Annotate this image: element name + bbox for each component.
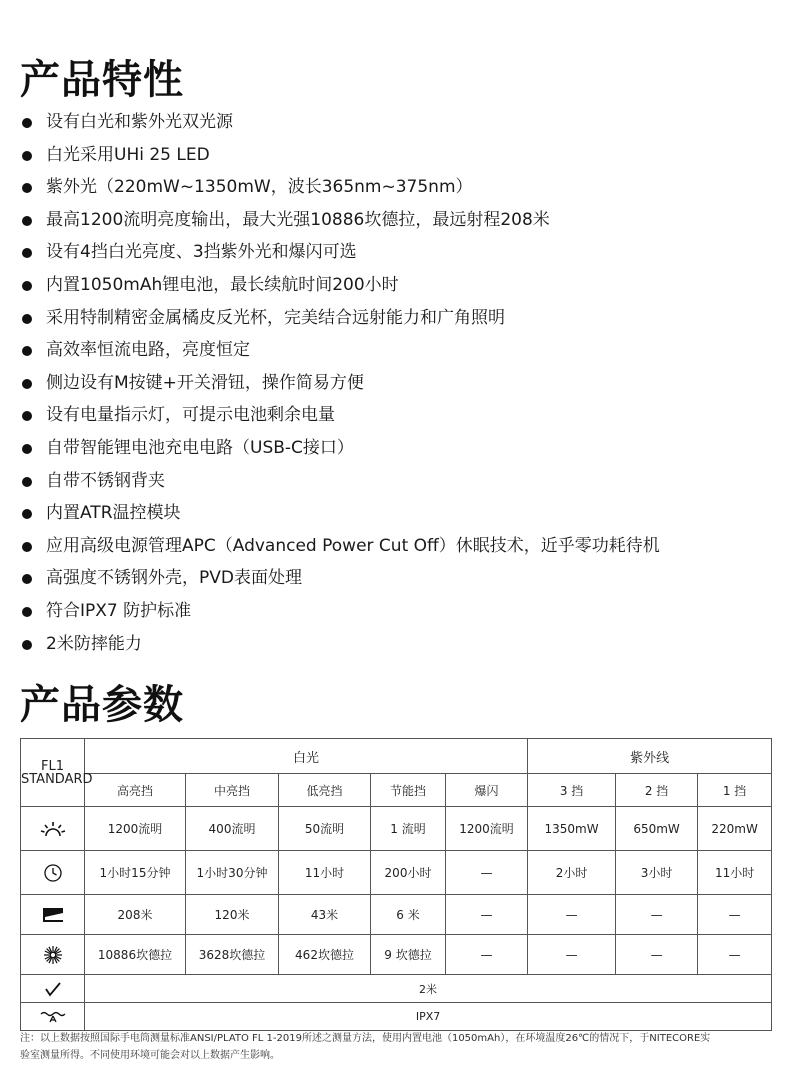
list-item: 侧边设有M按键+开关滑钮，操作简易方便 <box>20 367 780 400</box>
table-cell: 43米 <box>279 895 371 935</box>
measurement-note: 注：以上数据按照国际手电筒测量标准ANSI/PLATO FL 1-2019所述之测量方法，使用内置电池（1050mAh），在环境温度26℃的情况下，于NITECORE实 验室测量所得。不同使用环境可能会对以上数据产生影响。 <box>20 1033 711 1061</box>
bullet-icon <box>22 509 32 519</box>
intensity-icon <box>21 935 85 975</box>
table-cell: — <box>446 935 528 975</box>
table-cell: 1小时15分钟 <box>85 851 186 895</box>
mode-header: 低亮挡 <box>279 774 371 807</box>
table-cell: 1200流明 <box>446 807 528 851</box>
list-item: 应用高级电源管理APC（Advanced Power Cut Off）休眠技术，近乎零功耗待机 <box>20 530 780 563</box>
bullet-icon <box>22 444 32 454</box>
table-cell: 9 坎德拉 <box>371 935 446 975</box>
table-cell: 400流明 <box>186 807 279 851</box>
table-row <box>21 1003 772 1031</box>
bullet-icon <box>22 640 32 650</box>
table-row <box>21 975 772 1003</box>
table-cell: 208米 <box>85 895 186 935</box>
bullet-icon <box>22 477 32 487</box>
bullet-icon <box>22 314 32 324</box>
table-cell: — <box>446 895 528 935</box>
table-cell: 10886坎德拉 <box>85 935 186 975</box>
bullet-icon <box>22 379 32 389</box>
features-title: 产品特性 <box>20 57 184 103</box>
table-cell: 1200流明 <box>85 807 186 851</box>
table-cell: 220mW <box>698 807 772 851</box>
bullet-icon <box>22 118 32 128</box>
list-item: 2米防摔能力 <box>20 628 780 661</box>
mode-header: 1 挡 <box>698 774 772 807</box>
mode-header: 高亮挡 <box>85 774 186 807</box>
table-cell: — <box>616 935 698 975</box>
clock-icon <box>21 851 85 895</box>
spec-table <box>20 738 772 1031</box>
table-cell: 11小时 <box>279 851 371 895</box>
table-row <box>21 807 772 851</box>
list-item: 内置ATR温控模块 <box>20 497 780 530</box>
table-cell: 2小时 <box>528 851 616 895</box>
bullet-icon <box>22 216 32 226</box>
list-item: 设有白光和紫外光双光源 <box>20 106 780 139</box>
waterproof-icon <box>21 1003 85 1031</box>
table-cell: — <box>616 895 698 935</box>
table-cell: 11小时 <box>698 851 772 895</box>
bullet-icon <box>22 151 32 161</box>
list-item: 最高1200流明亮度输出，最大光强10886坎德拉，最远射程208米 <box>20 204 780 237</box>
list-item: 紫外光（220mW~1350mW，波长365nm~375nm） <box>20 171 780 204</box>
table-cell: — <box>528 935 616 975</box>
list-item: 高效率恒流电路，亮度恒定 <box>20 334 780 367</box>
table-cell: 50流明 <box>279 807 371 851</box>
mode-header: 爆闪 <box>446 774 528 807</box>
bullet-icon <box>22 281 32 291</box>
bullet-icon <box>22 248 32 258</box>
list-item: 自带智能锂电池充电电路（USB-C接口） <box>20 432 780 465</box>
list-item: 符合IPX7 防护标准 <box>20 595 780 628</box>
table-cell: 3小时 <box>616 851 698 895</box>
list-item: 采用特制精密金属橘皮反光杯，完美结合远射能力和广角照明 <box>20 302 780 335</box>
bullet-icon <box>22 411 32 421</box>
mode-header: 节能挡 <box>371 774 446 807</box>
specs-title: 产品参数 <box>20 682 184 728</box>
table-cell: 1小时30分钟 <box>186 851 279 895</box>
table-row <box>21 739 772 774</box>
list-item: 自带不锈钢背夹 <box>20 465 780 498</box>
table-cell: 120米 <box>186 895 279 935</box>
beam-distance-icon <box>21 895 85 935</box>
waterproof-value: IPX7 <box>85 1003 772 1031</box>
output-icon <box>21 807 85 851</box>
table-cell: — <box>698 935 772 975</box>
list-item: 设有电量指示灯，可提示电池剩余电量 <box>20 399 780 432</box>
list-item: 设有4挡白光亮度、3挡紫外光和爆闪可选 <box>20 236 780 269</box>
bullet-icon <box>22 183 32 193</box>
table-row <box>21 851 772 895</box>
table-cell: — <box>698 895 772 935</box>
table-cell: 1350mW <box>528 807 616 851</box>
table-cell: 462坎德拉 <box>279 935 371 975</box>
bullet-icon <box>22 574 32 584</box>
table-row <box>21 935 772 975</box>
mode-header: 中亮挡 <box>186 774 279 807</box>
uv-header: 紫外线 <box>528 739 772 774</box>
table-cell: 200小时 <box>371 851 446 895</box>
table-cell: 1 流明 <box>371 807 446 851</box>
list-item: 白光采用UHi 25 LED <box>20 139 780 172</box>
table-row <box>21 774 772 807</box>
table-row <box>21 895 772 935</box>
feature-list <box>20 106 780 660</box>
bullet-icon <box>22 346 32 356</box>
bullet-icon <box>22 542 32 552</box>
impact-value: 2米 <box>85 975 772 1003</box>
list-item: 高强度不锈钢外壳，PVD表面处理 <box>20 562 780 595</box>
bullet-icon <box>22 607 32 617</box>
table-cell: 3628坎德拉 <box>186 935 279 975</box>
white-light-header: 白光 <box>85 739 528 774</box>
impact-icon <box>21 975 85 1003</box>
table-cell: — <box>446 851 528 895</box>
table-cell: — <box>528 895 616 935</box>
table-cell: 6 米 <box>371 895 446 935</box>
standard-label: FL1 STANDARD <box>21 739 85 807</box>
table-cell: 650mW <box>616 807 698 851</box>
mode-header: 2 挡 <box>616 774 698 807</box>
list-item: 内置1050mAh锂电池，最长续航时间200小时 <box>20 269 780 302</box>
mode-header: 3 挡 <box>528 774 616 807</box>
